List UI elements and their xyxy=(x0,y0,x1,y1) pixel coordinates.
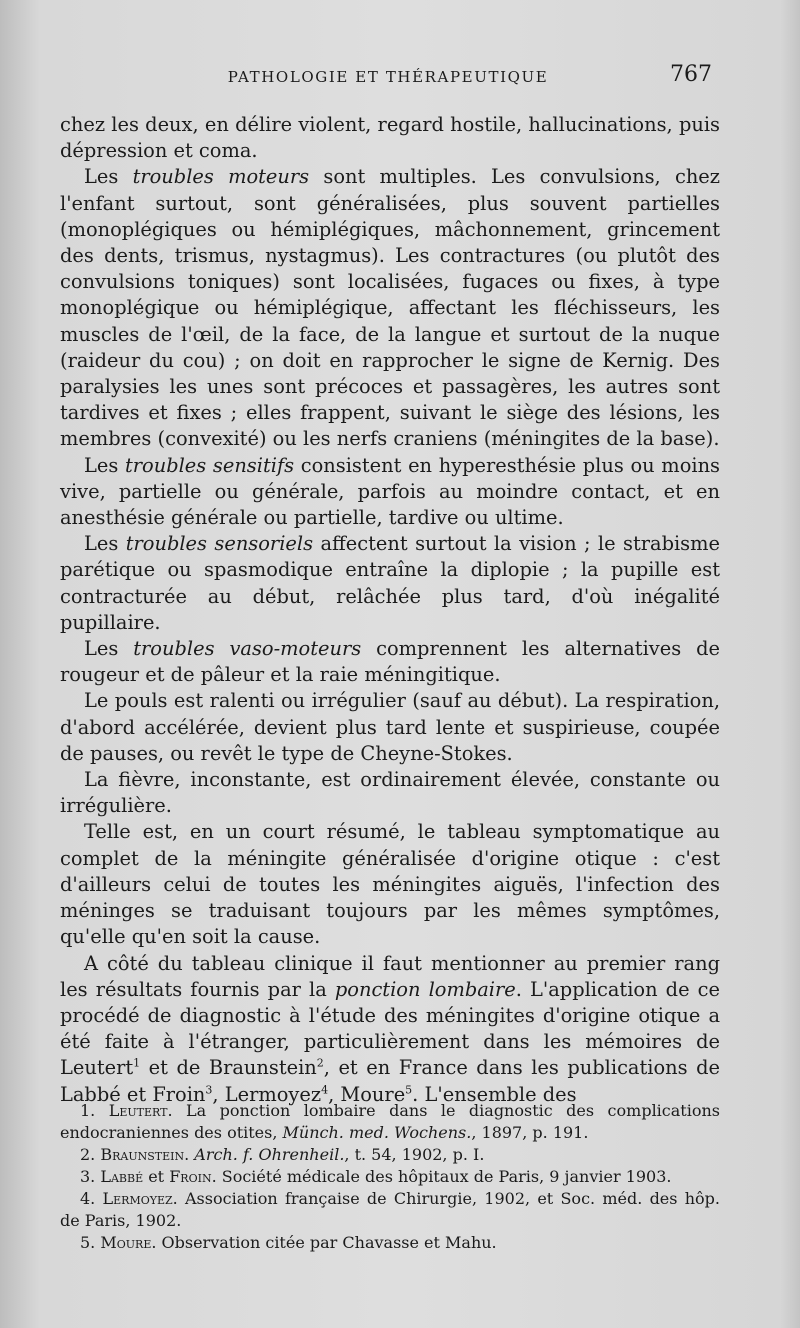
term-troubles-moteurs: troubles moteurs xyxy=(132,165,310,189)
paragraph-ponction-lombaire: A côté du tableau clinique il faut mentionner au premier rang les résultats fournis par la ponction lombaire. L'application de ce procédé de diagnostic à l'étude des méningites d'origine otique a été faite à l'étranger, particulièrement dans les mémoires de Leutert$^1$ et de Braunstein$^2$, et en France dans les publications de Labbé et Froin$^3$, Lermoyez$^4$, Moure$^5$. L'ensemble des xyxy=(60,951,721,1106)
footnote-ref-3: 3 xyxy=(205,1083,213,1097)
paragraph-1: chez les deux, en délire violent, regard hostile, hallucinations, puis dépression et coma. xyxy=(60,113,720,163)
paragraph-fievre: La fièvre, inconstante, est ordinairement élevée, constante ou irrégulière. xyxy=(60,768,720,818)
footnote-ref-5: 5 xyxy=(405,1083,413,1097)
footnote-ref-4: 4 xyxy=(321,1083,329,1097)
paragraph-troubles-moteurs: Les troubles moteurs sont multiples. Les convulsions, chez l'enfant surtout, sont généralisées, plus souvent partielles (monoplégiques ou hémiplégiques, mâchonnement, grincement des dents, trismus, nystagmus). Les contractures (ou plutôt des convulsions toniques) sont localisées, fugaces ou fixes, à type monoplégique ou hémiplégique, affectant les fléchisseurs, les muscles de l'œil, de la face, de la langue et surtout de la nuque (raideur du cou) ; on doit en rapprocher le signe de Kernig. Des paralysies les unes sont précoces et passagères, les autres sont tardives et fixes ; elles frappent, suivant le siège des lésions, les membres (convexité) ou les nerfs craniens (méningites de la base). xyxy=(60,165,720,451)
term-troubles-sensoriels: troubles sensoriels xyxy=(125,532,314,556)
term-troubles-vaso-moteurs: troubles vaso-moteurs xyxy=(133,637,362,661)
term-ponction-lombaire: ponction lombaire xyxy=(334,977,516,1001)
running-head xyxy=(60,62,716,90)
footnotes xyxy=(60,1100,720,1254)
footnote-5: 5. Moure. Observation citée par Chavasse et Mahu. xyxy=(80,1233,497,1252)
page-number: 767 xyxy=(670,62,712,87)
footnote-ref-1: 1 xyxy=(133,1056,141,1070)
body-text xyxy=(60,112,720,1108)
footnote-4: 4. Lermoyez. Association française de Chirurgie, 1902, et Soc. méd. des hôp. de Paris, 1902. xyxy=(60,1189,720,1230)
footnote-ref-2: 2 xyxy=(316,1056,324,1070)
footnote-1: 1. Leutert. La ponction lombaire dans le diagnostic des complications endocraniennes des otites, Münch. med. Wochens., 1897, p. 191. xyxy=(60,1101,720,1142)
paragraph-pouls: Le pouls est ralenti ou irrégulier (sauf au début). La respiration, d'abord accélérée, devient plus tard lente et suspirieuse, coupée de pauses, ou revêt le type de Cheyne-Stokes. xyxy=(60,689,720,765)
running-title: PATHOLOGIE ET THÉRAPEUTIQUE xyxy=(227,68,549,86)
footnote-3: 3. Labbé et Froin. Société médicale des hôpitaux de Paris, 9 janvier 1903. xyxy=(80,1167,672,1186)
paragraph-troubles-sensoriels: Les troubles sensoriels affectent surtout la vision ; le strabisme parétique ou spasmodique entraîne la diplopie ; la pupille est contracturée au début, relâchée plus tard, d'où inégalité pupillaire. xyxy=(60,532,720,634)
paragraph-troubles-sensitifs: Les troubles sensitifs consistent en hyperesthésie plus ou moins vive, partielle ou générale, parfois au moindre contact, et en anesthésie générale ou partielle, tardive ou ultime. xyxy=(60,453,721,530)
term-troubles-sensitifs: troubles sensitifs xyxy=(124,453,295,477)
paragraph-troubles-vaso-moteurs: Les troubles vaso-moteurs comprennent les alternatives de rougeur et de pâleur et la raie méningitique. xyxy=(60,637,720,687)
footnote-2: 2. Braunstein. Arch. f. Ohrenheil., t. 54, 1902, p. I. xyxy=(80,1145,485,1164)
paragraph-resume: Telle est, en un court résumé, le tableau symptomatique au complet de la méningite généralisée d'origine otique : c'est d'ailleurs celui de toutes les méningites aiguës, l'infection des méninges se traduisant toujours par les mêmes symptômes, qu'elle qu'en soit la cause. xyxy=(60,820,720,949)
